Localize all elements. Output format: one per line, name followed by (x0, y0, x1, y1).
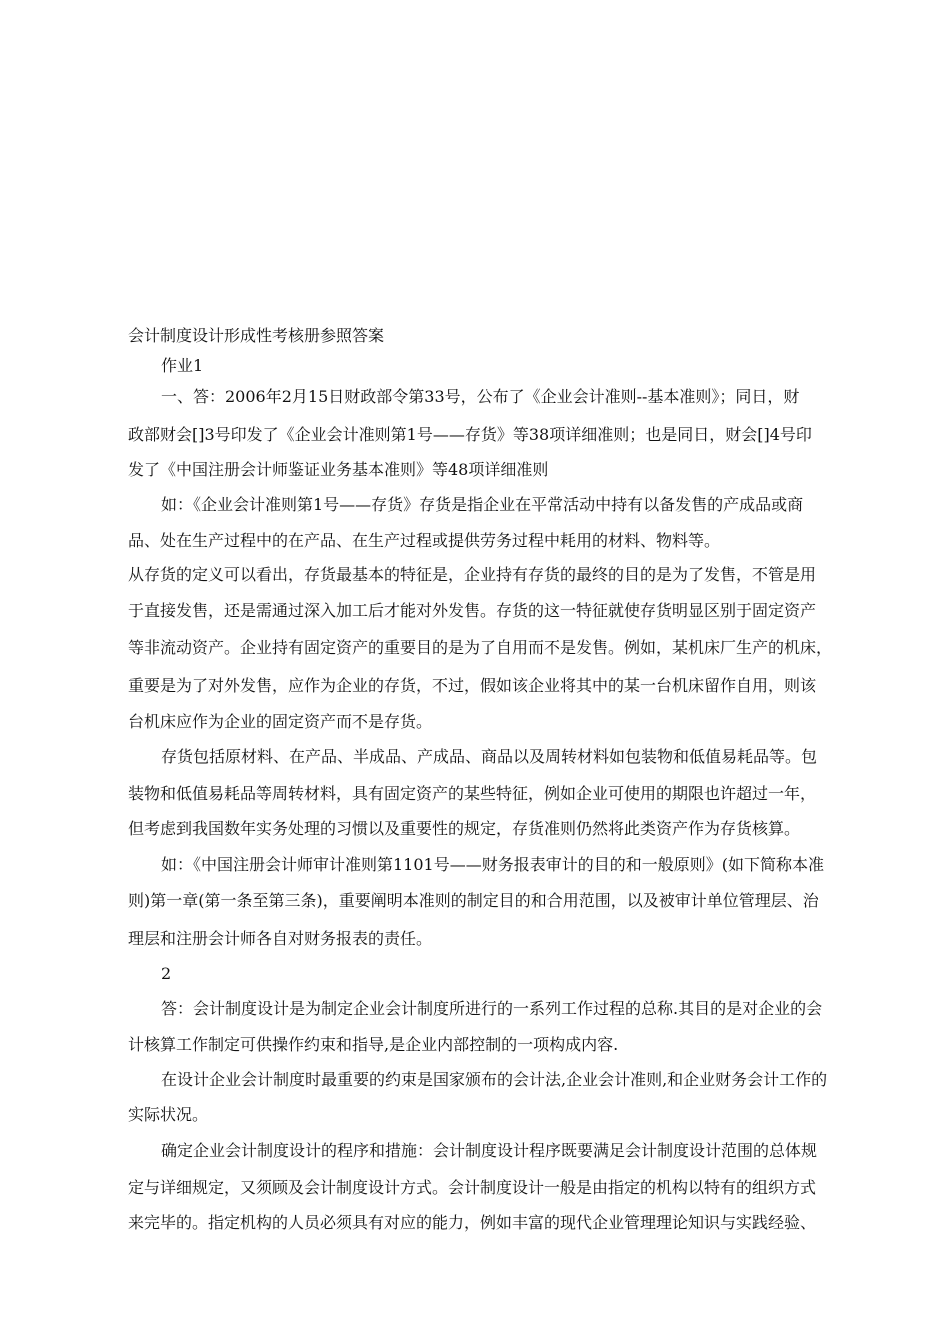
text-line: 重要是为了对外发售，应作为企业的存货，不过，假如该企业将其中的某一台机床留作自用，则该 (128, 676, 817, 695)
text-line: 理层和注册会计师各自对财务报表的责任。 (128, 929, 433, 948)
text-line: 存货包括原材料、在产品、半成品、产成品、商品以及周转材料如包装物和低值易耗品等。包 (161, 747, 818, 766)
text-line: 台机床应作为企业的固定资产而不是存货。 (128, 712, 433, 731)
text-line: 但考虑到我国数年实务处理的习惯以及重要性的规定，存货准则仍然将此类资产作为存货核算。 (128, 819, 801, 838)
question-number: 2 (161, 964, 172, 983)
text-line: 实际状况。 (128, 1105, 209, 1124)
text-line: 确定企业会计制度设计的程序和措施：会计制度设计程序既要满足会计制度设计范围的总体规 (161, 1141, 818, 1160)
text-line: 计核算工作制定可供操作约束和指导,是企业内部控制的一项构成内容. (128, 1035, 619, 1054)
text-line: 在设计企业会计制度时最重要的约束是国家颁布的会计法,企业会计准则,和企业财务会计工作的 (161, 1070, 828, 1089)
text-line: 答：会计制度设计是为制定企业会计制度所进行的一系列工作过程的总称.其目的是对企业的会 (161, 999, 823, 1018)
text-line: 装物和低值易耗品等周转材料，具有固定资产的某些特征，例如企业可使用的期限也许超过一年， (128, 784, 817, 803)
text-line: 则)第一章(第一条至第三条)，重要阐明本准则的制定目的和合用范围，以及被审计单位管理层、治 (128, 891, 819, 910)
text-line: 如：《企业会计准则第1号——存货》存货是指企业在平常活动中持有以备发售的产成品或商 (161, 495, 804, 514)
document-title: 会计制度设计形成性考核册参照答案 (128, 326, 385, 345)
text-line: 于直接发售，还是需通过深入加工后才能对外发售。存货的这一特征就使存货明显区别于固定资产 (128, 601, 817, 620)
text-line: 一、答：2006年2月15日财政部令第33号，公布了《企业会计准则--基本准则》；同日，财 (161, 387, 800, 406)
text-line: 如：《中国注册会计师审计准则第1101号——财务报表审计的目的和一般原则》(如下简称本准 (161, 855, 824, 874)
text-line: 从存货的定义可以看出，存货最基本的特征是，企业持有存货的最终的目的是为了发售，不管是用 (128, 565, 817, 584)
text-line: 发了《中国注册会计师鉴证业务基本准则》等48项详细准则 (128, 460, 549, 479)
text-line: 政部财会[]3号印发了《企业会计准则第1号——存货》等38项详细准则；也是同日，财会[]4号印 (128, 425, 812, 444)
text-line: 来完毕的。指定机构的人员必须具有对应的能力，例如丰富的现代企业管理理论知识与实践经验、 (128, 1213, 817, 1232)
text-line: 定与详细规定，又须顾及会计制度设计方式。会计制度设计一般是由指定的机构以特有的组织方式 (128, 1178, 817, 1197)
text-line: 品、处在生产过程中的在产品、在生产过程或提供劳务过程中耗用的材料、物料等。 (128, 531, 721, 550)
text-line: 等非流动资产。企业持有固定资产的重要目的是为了自用而不是发售。例如，某机床厂生产的机床， (128, 638, 833, 657)
section-heading: 作业1 (161, 356, 204, 375)
